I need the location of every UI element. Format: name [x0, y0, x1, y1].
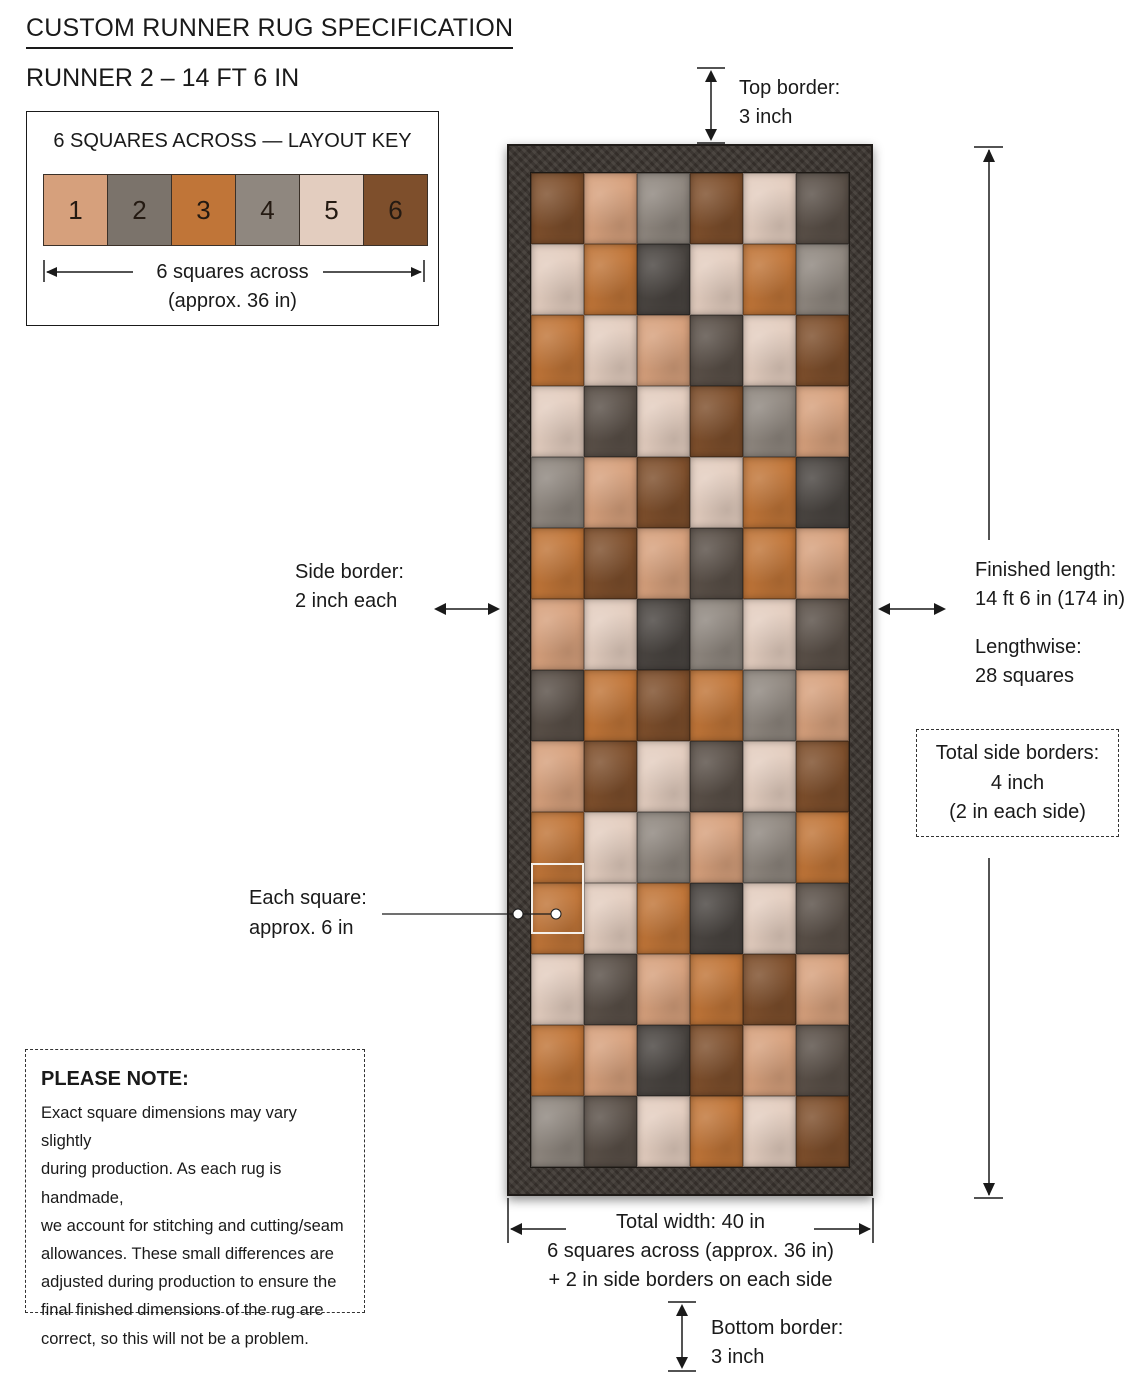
note-heading: PLEASE NOTE: — [41, 1068, 189, 1090]
page-title: CUSTOM RUNNER RUG SPECIFICATION — [26, 14, 513, 49]
side-border-arrow-left — [434, 603, 500, 615]
top-border-arrow — [697, 68, 725, 143]
key-swatch-1: 1 — [44, 175, 108, 245]
key-swatch-3: 3 — [172, 175, 236, 245]
page-subtitle: RUNNER 2 – 14 FT 6 IN — [26, 64, 300, 92]
please-note-box — [25, 1049, 365, 1348]
total-width-label: Total width: 40 in 6 squares across (approx. 36 in) + 2 in side borders on each side — [547, 1211, 834, 1291]
side-border-label: Side border: 2 inch each — [295, 561, 404, 612]
total-side-borders-box: Total side borders: 4 inch (2 in each side) — [916, 729, 1119, 837]
finished-length-label: Finished length: 14 ft 6 in (174 in) — [975, 559, 1126, 610]
key-swatch-5: 5 — [300, 175, 364, 245]
key-swatch-2: 2 — [108, 175, 172, 245]
note-text: Exact square dimensions may vary slightly during production. As each rug is handmade, we account for stitching and cutting/seam allowances. These small differences are adjusted during production to ensure the final finished dimensions of the rug are correct, so this will not be a problem. — [41, 1104, 344, 1348]
bottom-border-label: Bottom border: 3 inch — [711, 1317, 844, 1368]
key-swatch-6: 6 — [364, 175, 427, 245]
top-border-label: Top border: 3 inch — [739, 77, 841, 128]
bottom-border-arrow — [668, 1302, 696, 1371]
each-square-leader — [382, 909, 561, 919]
layout-key-note: 6 squares across (approx. 36 in) — [156, 261, 309, 312]
side-border-arrow-right — [878, 603, 946, 615]
each-square-label: Each square: approx. 6 in — [249, 887, 367, 939]
layout-key-heading: 6 SQUARES ACROSS — LAYOUT KEY — [53, 130, 412, 152]
key-swatch-4: 4 — [236, 175, 300, 245]
lengthwise-label: Lengthwise: 28 squares — [975, 636, 1082, 687]
